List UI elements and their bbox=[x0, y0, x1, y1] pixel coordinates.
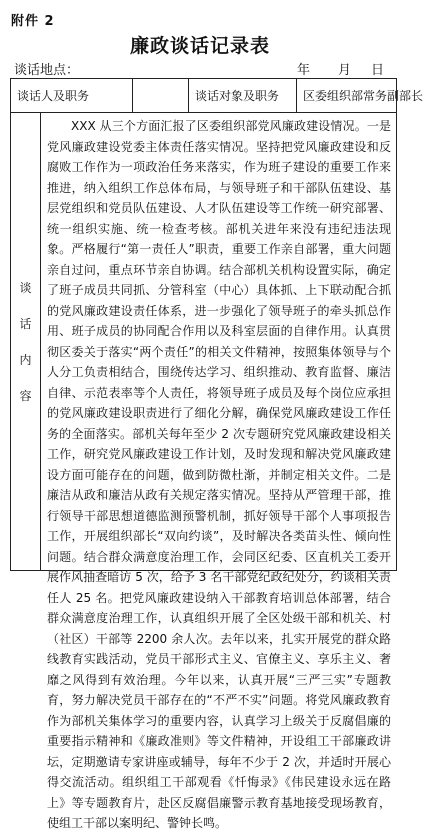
content-side-label bbox=[11, 113, 41, 571]
content-label-char: 内 bbox=[19, 352, 32, 367]
attachment-label: 附件 2 bbox=[11, 14, 55, 29]
place-date-row bbox=[14, 59, 394, 77]
document-title: 廉政谈话记录表 bbox=[129, 35, 270, 57]
content-label-char: 话 bbox=[19, 316, 32, 331]
content-row bbox=[11, 113, 397, 571]
month-label: 月 bbox=[338, 63, 352, 78]
target-label: 谈话对象及职务 bbox=[189, 79, 297, 113]
content-label-char: 容 bbox=[19, 388, 32, 403]
record-form-table bbox=[10, 78, 423, 830]
content-label-char: 谈 bbox=[19, 280, 32, 295]
year-label: 年 bbox=[297, 63, 311, 78]
speaker-label: 谈话人及职务 bbox=[11, 79, 133, 113]
place-label: 谈话地点： bbox=[14, 63, 80, 78]
target-value[interactable]: 区委组织部常务副部长 bbox=[297, 79, 397, 113]
content-text: XXX 从三个方面汇报了区委组织部党风廉政建设情况。一是党风廉政建设党委主体责任落实情况。坚持把党风廉政建设和反腐败工作作为一项政治任务来落实，作为班子建设的重要工作来推进，纳入组织工作总体布局，与领导班子和干部队伍建设、基层党组织和党员队伍建设、人才队伍建设等工作统一研究部署、统一组织实施、统一检查考核。部机关进年来没有违纪违法现象。严格履行“第一责任人”职责，重要工作亲自部署，重大问题亲自过问，重点环节亲自协调。结合部机关机构设置实际，确定了班子成员共同抓、分管科室（中心）具体抓、上下联动配合抓的党风廉政建设责任体系，进一步强化了领导班子的牵头抓总作用、班子成员的协同配合作用以及科室层面的自律作用。认真贯彻区委关于落实“两个责任”的相关文件精神，按照集体领导与个人分工负责相结合，围绕传达学习、组织推动、教育监督、廉洁自律、示范表率等个人责任，将领导班子成员及每个岗位应承担的党风廉政建设职责进行了细化分解，确保党风廉政建设工作任务的全面落实。部机关每年至少 2 次专题研究党风廉政建设相关工作，研究党风廉政建设工作计划，及时发现和解决党风廉政建设方面可能存在的问题，做到防微杜渐，并制定相关文件。二是廉洁从政和廉洁从政有关规定落实情况。坚持从严管理干部，推行领导干部思想道德监测预警机制，抓好领导干部个人事项报告工作，开展组织部长“双向约谈”，及时解决各类苗头性、倾向性问题。结合群众满意度治理工作，会同区纪委、区直机关工委开展作风抽查暗访 5 次，给予 3 名干部党纪政纪处分，约谈相关责任人 25 名。把党风廉政建设纳入干部教育培训总体部署，结合群众满意度治理工作，认真组织开展了全区处级干部和机关、村（社区）干部等 2200 余人次。去年以来，扎实开展党的群众路线教育实践活动，党员干部形式主义、官僚主义、享乐主义、奢靡之风得到有效治理。今年以来，认真开展“三严三实”专题教育，努力解决党员干部存在的“不严不实”问题。将党风廉政教育作为部机关集体学习的重要内容，认真学习上级关于反腐倡廉的重要指示精神和《廉政准则》等文件精神，开设组工干部廉政讲坛，定期邀请专家讲座或辅导，每年不少于 2 次，并适时开展心得交流活动。组织组工干部观看《忏悔录》《伟民建设永远在路上》等专题教育片，赴区反腐倡廉警示教育基地接受现场教育，使组工干部以案明纪、警钟长鸣。 bbox=[47, 119, 392, 830]
day-label: 日 bbox=[371, 63, 385, 78]
speaker-row bbox=[11, 79, 397, 113]
content-cell[interactable] bbox=[41, 113, 397, 830]
speaker-value[interactable] bbox=[133, 79, 189, 113]
